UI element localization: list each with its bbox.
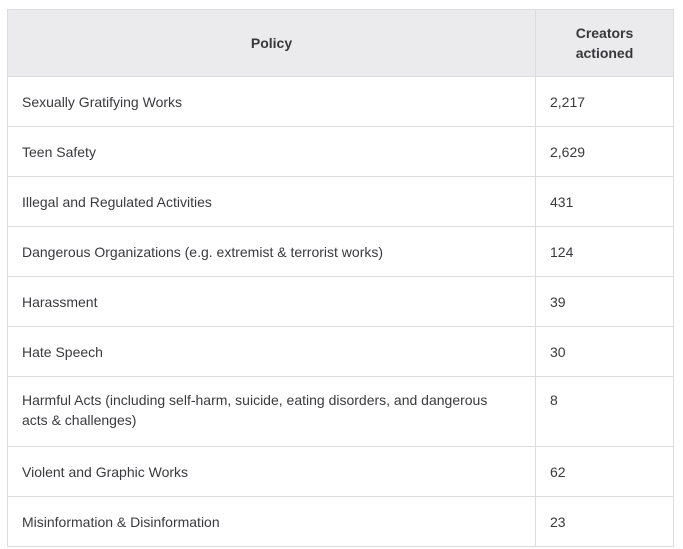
policy-cell: Misinformation & Disinformation [8,497,536,547]
table-row [8,177,674,227]
count-cell: 39 [536,277,674,327]
count-cell: 2,629 [536,127,674,177]
policy-cell: Harassment [8,277,536,327]
table-row [8,327,674,377]
policy-actions-table [7,9,674,547]
count-cell: 124 [536,227,674,277]
policy-cell: Violent and Graphic Works [8,447,536,497]
count-cell: 62 [536,447,674,497]
table-row [8,447,674,497]
policy-cell: Harmful Acts (including self-harm, suicide, eating disorders, and dangerous acts & challenges) [8,377,536,447]
count-cell: 2,217 [536,77,674,127]
policy-cell: Teen Safety [8,127,536,177]
table-row [8,377,674,447]
count-cell: 23 [536,497,674,547]
policy-actions-table-container [7,9,673,547]
header-policy: Policy [8,10,536,77]
table-row [8,227,674,277]
policy-cell: Sexually Gratifying Works [8,77,536,127]
table-body [8,77,674,547]
count-cell: 30 [536,327,674,377]
policy-cell: Hate Speech [8,327,536,377]
policy-cell: Illegal and Regulated Activities [8,177,536,227]
table-row [8,127,674,177]
count-cell: 8 [536,377,674,447]
table-row [8,277,674,327]
header-creators-actioned: Creators actioned [536,10,674,77]
table-row [8,497,674,547]
table-header [8,10,674,77]
table-row [8,77,674,127]
count-cell: 431 [536,177,674,227]
policy-cell: Dangerous Organizations (e.g. extremist & terrorist works) [8,227,536,277]
header-row [8,10,674,77]
